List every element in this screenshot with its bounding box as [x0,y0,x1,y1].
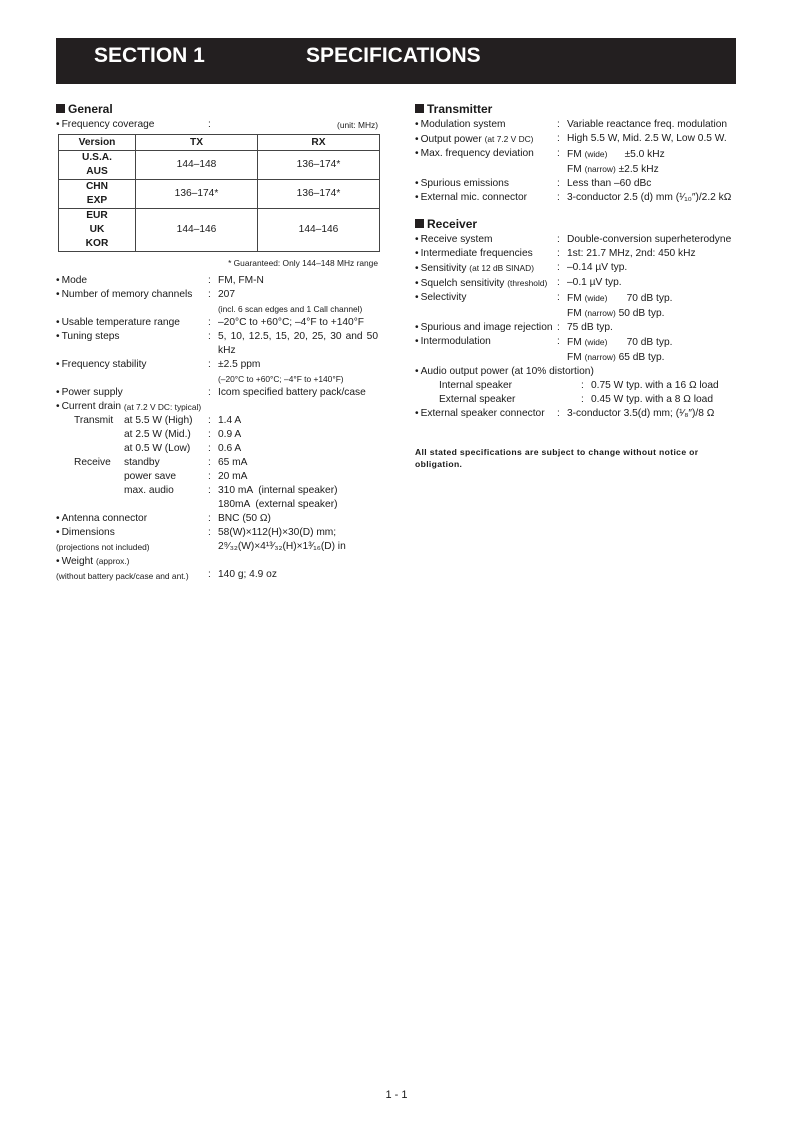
current-drain-line: power save : 20 mA [124,471,248,482]
frequency-stability-row: • Frequency stability : ±2.5 ppm (–20°C to +60°C; –4°F to +140°F) [56,358,382,386]
memory-channels-row: • Number of memory channels : 207 (incl. 6 scan edges and 1 Call channel) [56,288,382,316]
mode-row: • Mode : FM, FM-N [56,274,382,288]
current-drain-line: at 2.5 W (Mid.) : 0.9 A [124,429,242,440]
intermediate-frequencies-row: • Intermediate frequencies : 1st: 21.7 MHz, 2nd: 450 kHz [415,247,740,261]
current-drain-row: • Current drain (at 7.2 V DC: typical) [56,400,382,414]
current-drain-line: 180mA (external speaker) [218,499,338,510]
mic-connector-row: • External mic. connector : 3-conductor 2.5 (d) mm (¹⁄₁₀″)/2.2 kΩ [415,191,740,205]
current-drain-line: Transmit at 5.5 W (High) : 1.4 A [74,415,242,426]
table-row: U.S.A. AUS 144–148 136–174* [59,151,380,180]
current-drain-line: Receive standby : 65 mA [74,457,248,468]
intermodulation-row: • Intermodulation : FM (wide) 70 dB typ. FM (narrow) 65 dB typ. [415,335,740,365]
temperature-row: • Usable temperature range : –20°C to +60°C; –4°F to +140°F [56,316,382,330]
antenna-connector-row: • Antenna connector : BNC (50 Ω) [56,512,382,526]
version-table-header: Version TX RX [59,135,380,151]
section-number: SECTION 1 [94,44,205,67]
audio-output-row: • Audio output power (at 10% distortion) [415,365,740,379]
receiver-heading: Receiver [415,217,740,232]
selectivity-row: • Selectivity : FM (wide) 70 dB typ. FM (narrow) 50 dB typ. [415,291,740,321]
spurious-emissions-row: • Spurious emissions : Less than –60 dBc [415,177,740,191]
general-column [56,102,382,583]
weight-row: • Weight (approx.) (without battery pack/case and ant.) : 140 g; 4.9 oz [56,554,382,583]
dimensions-row: • Dimensions (projections not included) : 58(W)×112(H)×30(D) mm; 2⁹⁄₃₂(W)×4¹³⁄₃₂(H)×1³⁄₁₆(D) in [56,526,382,554]
sensitivity-row: • Sensitivity (at 12 dB SINAD) : –0.14 µV typ. [415,261,740,276]
transmitter-heading: Transmitter [415,102,740,117]
output-power-row: • Output power (at 7.2 V DC) : High 5.5 W, Mid. 2.5 W, Low 0.5 W. [415,132,740,147]
change-notice: All stated specifications are subject to change without notice or obligation. [415,447,699,469]
deviation-row: • Max. frequency deviation : FM (wide) ±5.0 kHz FM (narrow) ±2.5 kHz [415,147,740,177]
modulation-row: • Modulation system : Variable reactance freq. modulation [415,118,740,132]
internal-speaker-row: Internal speaker : 0.75 W typ. with a 16 Ω load [439,380,719,391]
square-bullet-icon [415,219,424,228]
guarantee-note: * Guaranteed: Only 144–148 MHz range [228,258,378,268]
external-speaker-connector-row: • External speaker connector : 3-conductor 3.5(d) mm; (¹⁄₈″)/8 Ω [415,407,740,421]
version-table [58,134,380,252]
square-bullet-icon [415,104,424,113]
transmitter-receiver-column [415,102,740,470]
tuning-steps-row: • Tuning steps : 5, 10, 12.5, 15, 20, 25, 30 and 50 kHz [56,330,382,358]
power-supply-row: • Power supply : Icom specified battery pack/case [56,386,382,400]
receive-system-row: • Receive system : Double-conversion superheterodyne [415,233,740,247]
page-number: 1 - 1 [385,1089,408,1101]
current-drain-line: max. audio : 310 mA (internal speaker) [124,485,338,496]
table-row: EUR UK KOR 144–146 144–146 [59,209,380,252]
section-banner [56,38,736,84]
general-heading: General [56,102,382,117]
image-rejection-row: • Spurious and image rejection : 75 dB typ. [415,321,740,335]
external-speaker-row: External speaker : 0.45 W typ. with a 8 Ω load [439,394,714,405]
frequency-coverage-row: • Frequency coverage : (unit: MHz) [56,118,382,132]
current-drain-line: at 0.5 W (Low) : 0.6 A [124,443,242,454]
square-bullet-icon [56,104,65,113]
squelch-row: • Squelch sensitivity (threshold) : –0.1 µV typ. [415,276,740,291]
table-row: CHN EXP 136–174* 136–174* [59,180,380,209]
section-title: SPECIFICATIONS [306,44,481,67]
